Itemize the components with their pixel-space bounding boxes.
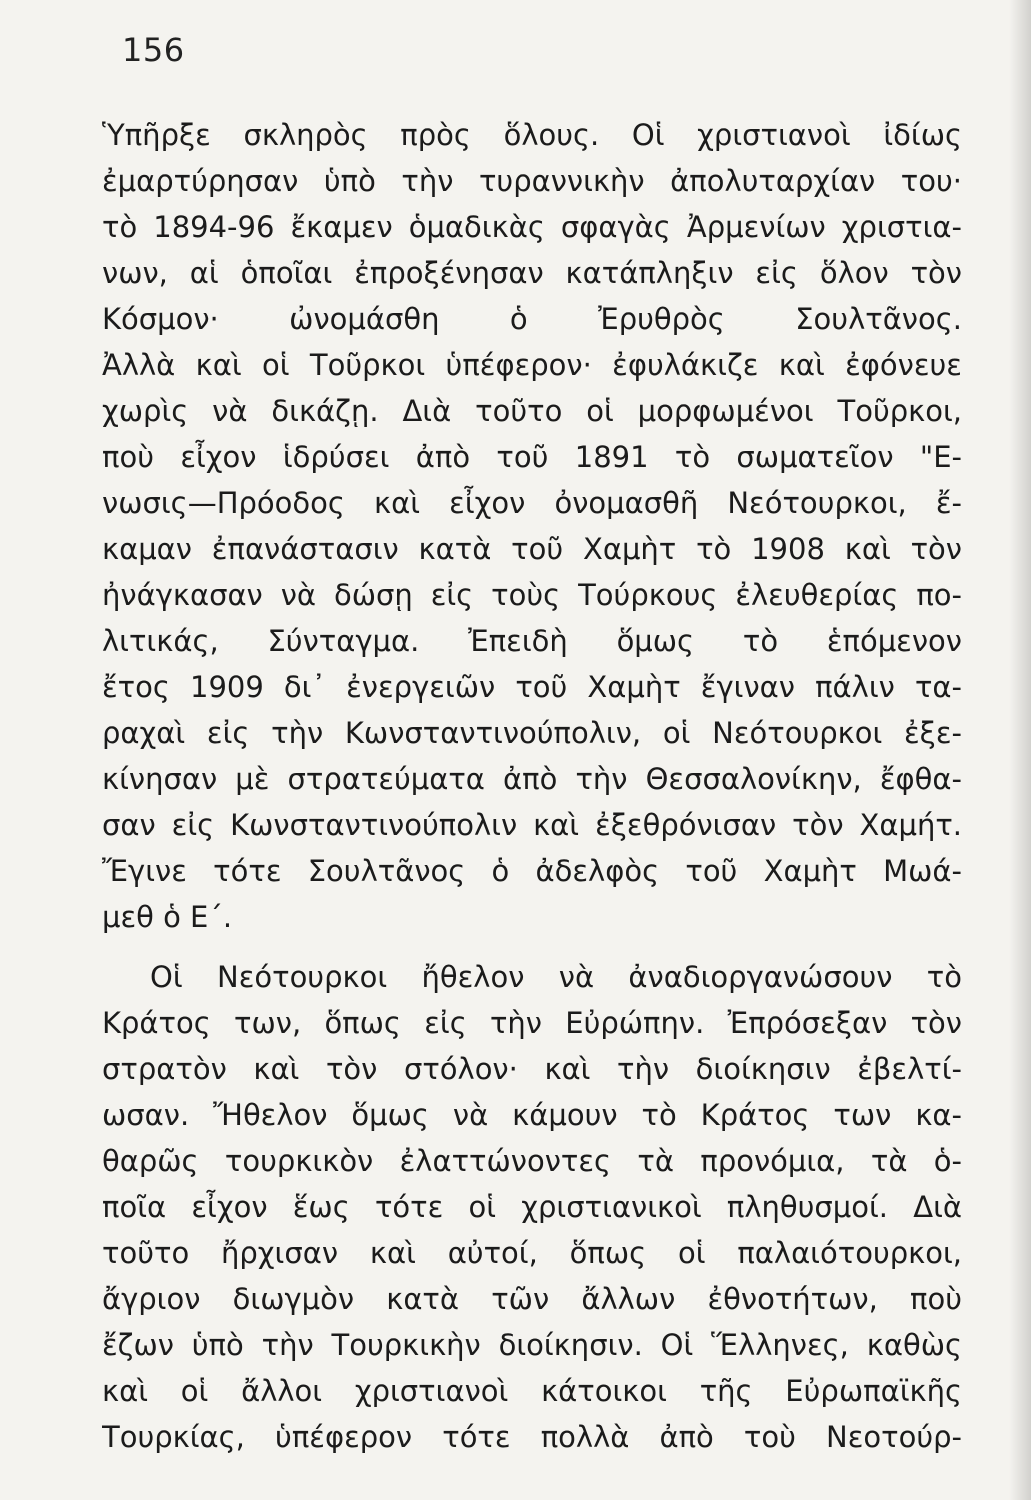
text-line: ἔτος 1909 δι᾽ ἐνεργειῶν τοῦ Χαμὴτ ἔγιναν πάλιν τα-	[102, 670, 962, 704]
text-line: Ὑπῆρξε σκληρὸς πρὸς ὅλους. Οἱ χριστιανοὶ ἰδίως	[102, 118, 962, 152]
text-line: καὶ οἱ ἄλλοι χριστιανοὶ κάτοικοι τῆς Εὐρωπαϊκῆς	[102, 1374, 962, 1408]
body-text	[102, 112, 962, 1460]
text-line: λιτικάς, Σύνταγμα. Ἐπειδὴ ὅμως τὸ ἑπόμενον	[102, 624, 962, 658]
text-line: ραχαὶ εἰς τὴν Κωνσταντινούπολιν, οἱ Νεότουρκοι ἐξε-	[102, 716, 962, 750]
text-line: τὸ 1894-96 ἔκαμεν ὁμαδικὰς σφαγὰς Ἀρμενίων χριστια-	[102, 210, 962, 244]
text-line: ωσαν. Ἤθελον ὅμως νὰ κάμουν τὸ Κράτος των κα-	[102, 1098, 962, 1132]
text-line: τοῦτο ἤρχισαν καὶ αὐτοί, ὅπως οἱ παλαιότουρκοι,	[102, 1236, 962, 1270]
text-line: ποὺ εἶχον ἱδρύσει ἀπὸ τοῦ 1891 τὸ σωματεῖον "Ε-	[102, 440, 962, 474]
text-line: Ἀλλὰ καὶ οἱ Τοῦρκοι ὑπέφερον· ἐφυλάκιζε καὶ ἐφόνευε	[102, 348, 962, 382]
text-line: ἔζων ὑπὸ τὴν Τουρκικὴν διοίκησιν. Οἱ Ἕλληνες, καθὼς	[102, 1328, 962, 1362]
text-line: μεθ ὁ Ε΄.	[102, 900, 233, 934]
text-line: Οἱ Νεότουρκοι ἤθελον νὰ ἀναδιοργανώσουν τὸ	[150, 960, 962, 994]
text-line: σαν εἰς Κωνσταντινούπολιν καὶ ἐξεθρόνισαν τὸν Χαμήτ.	[102, 808, 962, 842]
text-line: νωσις—Πρόοδος καὶ εἶχον ὀνομασθῆ Νεότουρκοι, ἔ-	[102, 486, 962, 520]
page-edge-shadow	[1009, 0, 1031, 1500]
text-line: Ἔγινε τότε Σουλτᾶνος ὁ ἀδελφὸς τοῦ Χαμὴτ Μωά-	[102, 854, 962, 888]
text-line: νων, αἱ ὁποῖαι ἐπροξένησαν κατάπληξιν εἰς ὅλον τὸν	[102, 256, 962, 290]
text-line: ποῖα εἶχον ἕως τότε οἱ χριστιανικοὶ πληθυσμοί. Διὰ	[102, 1190, 962, 1224]
text-line: Τουρκίας, ὑπέφερον τότε πολλὰ ἀπὸ τοὺ Νεοτούρ-	[102, 1420, 962, 1454]
text-line: Κόσμον· ὠνομάσθη ὁ Ἐρυθρὸς Σουλτᾶνος.	[102, 302, 962, 336]
text-line: ἠνάγκασαν νὰ δώσῃ εἰς τοὺς Τούρκους ἐλευθερίας πο-	[102, 578, 962, 612]
text-line: θαρῶς τουρκικὸν ἐλαττώνοντες τὰ προνόμια, τὰ ὁ-	[102, 1144, 962, 1178]
text-line: στρατὸν καὶ τὸν στόλον· καὶ τὴν διοίκησιν ἐβελτί-	[102, 1052, 962, 1086]
text-line: κίνησαν μὲ στρατεύματα ἀπὸ τὴν Θεσσαλονίκην, ἔφθα-	[102, 762, 962, 796]
text-line: καμαν ἐπανάστασιν κατὰ τοῦ Χαμὴτ τὸ 1908 καὶ τὸν	[102, 532, 962, 566]
text-line: Κράτος των, ὅπως εἰς τὴν Εὐρώπην. Ἐπρόσεξαν τὸν	[102, 1006, 962, 1040]
text-line: χωρὶς νὰ δικάζῃ. Διὰ τοῦτο οἱ μορφωμένοι Τοῦρκοι,	[102, 394, 962, 428]
text-line: ἐμαρτύρησαν ὑπὸ τὴν τυραννικὴν ἀπολυταρχίαν του·	[102, 164, 962, 198]
text-line: ἄγριον διωγμὸν κατὰ τῶν ἄλλων ἐθνοτήτων, ποὺ	[102, 1282, 962, 1316]
page-number: 156	[122, 31, 185, 69]
